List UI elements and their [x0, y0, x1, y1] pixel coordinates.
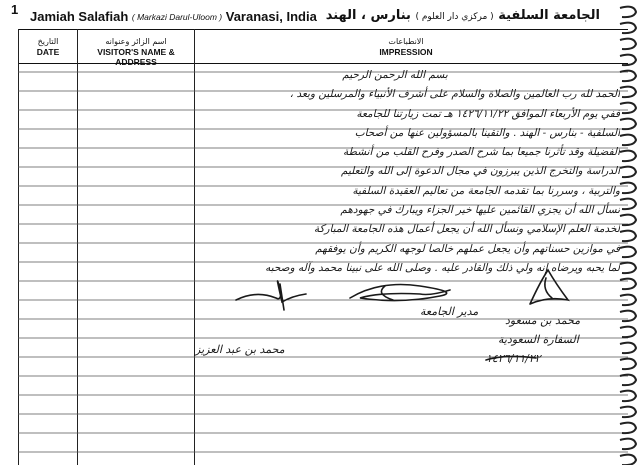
entry-line: لخدمة العلم الإسلامي ونسأل الله أن يجعل أعمال هذه الجامعة المباركة — [313, 223, 620, 236]
signatory-affiliation: السفارة السعودية — [498, 333, 579, 346]
entry-line: الحمد لله رب العالمين والصلاة والسلام على أشرف الأنبياء والمرسلين وبعد ، — [289, 88, 620, 101]
institution-city-en: Varanasi, India — [225, 9, 317, 24]
signatory-name-left: محمد بن عبد العزيز — [195, 343, 285, 356]
institution-name-ar: الجامعة السلفية — [498, 8, 600, 23]
institution-parenthetical-ar: ( مركزي دار العلوم ) — [415, 12, 494, 22]
page-number-mark: 1 — [11, 2, 19, 17]
signature-scribble-left — [236, 281, 306, 302]
date-header-ar: التاريخ — [37, 37, 59, 46]
visitor-header-ar: اسم الزائر وعنوانه — [105, 37, 167, 46]
entry-line: الدراسة والتخرج الذين يبرزون في مجال الدعوة إلى الله والتعليم — [340, 165, 620, 178]
signatory-title: مدير الجامعة — [420, 305, 479, 318]
signature-date: ١٤٢٦/١١/٢٢ — [486, 352, 541, 365]
signature-scribble-right — [530, 270, 568, 304]
impression-header-ar: الانطباعات — [388, 37, 424, 46]
institution-parenthetical-en: ( Markazi Darul-Uloom ) — [131, 12, 223, 22]
entry-line: السلفية - بنارس - الهند . والتقينا بالمسؤولين عنها من أصحاب — [354, 126, 620, 139]
impression-header-en: IMPRESSION — [379, 47, 433, 57]
entry-line: الفضيلة وقد تأثرنا جميعا بما شرح الصدر وفرح القلب من أنشطة — [342, 146, 620, 159]
entry-line: لما يحبه ويرضاه إنه ولي ذلك والقادر عليه . وصلى الله على نبينا محمد وآله وصحبه — [265, 261, 620, 274]
institution-city-ar: بنارس ، الهند — [325, 8, 411, 23]
date-header-en: DATE — [36, 47, 60, 57]
basmala-line: بسم الله الرحمن الرحيم — [342, 69, 448, 81]
entry-line: في موازين حسناتهم وأن يجعل عملهم خالصا لوجهه الكريم وأن يوفقهم — [315, 242, 620, 255]
entry-line: ففي يوم الأربعاء الموافق ١٤٢٦/١١/٢٢ هـ تمت زيارتنا للجامعة — [356, 107, 620, 120]
institution-name-en: Jamiah Salafiah — [30, 9, 129, 24]
entry-line: والتربية ، وسررنا بما تقدمه الجامعة من تعاليم العقيدة السلفية — [352, 184, 620, 197]
entry-line: نسأل الله أن يجزي القائمين عليها خير الجزاء ويبارك في جهودهم — [340, 204, 620, 217]
visitor-header-en: VISITOR'S NAME & ADDRESS — [97, 47, 175, 67]
signature-scribble-center — [350, 285, 450, 301]
signatory-name-right: محمد بن مسعود — [505, 314, 581, 327]
